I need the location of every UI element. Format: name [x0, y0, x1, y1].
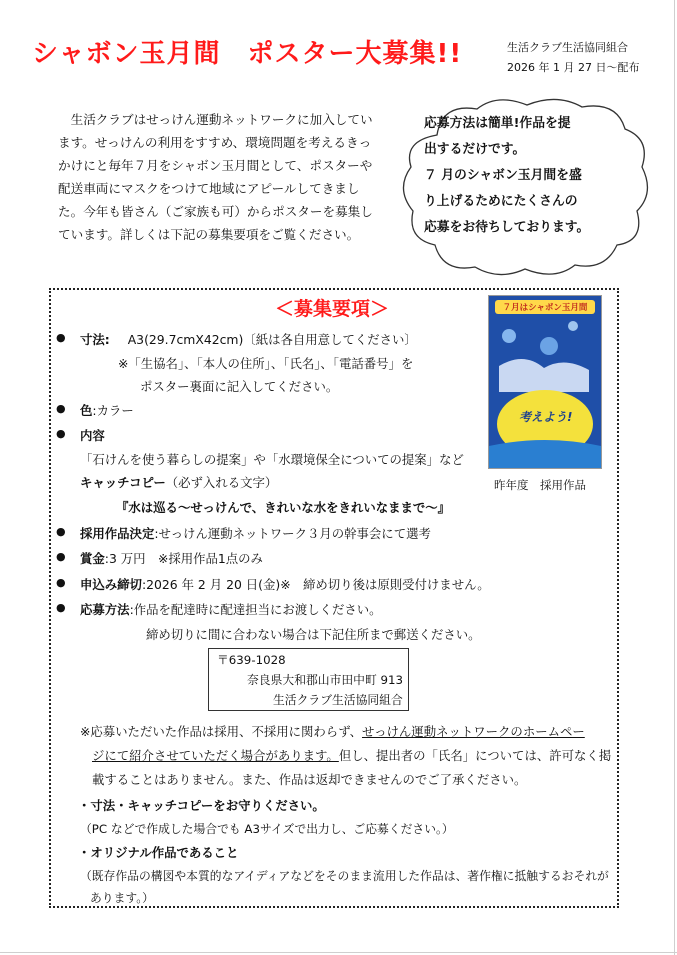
- catchcopy-note: （必ず入れる文字）: [165, 475, 278, 490]
- catchcopy-text: 『水は巡る〜せっけんで、きれいな水をきれいなままで〜』: [116, 500, 451, 515]
- page-title: シャボン玉月間 ポスター大募集!!: [32, 39, 463, 69]
- size-row: [80, 330, 417, 348]
- catchcopy-label: キャッチコピー: [80, 475, 166, 490]
- intro-paragraph: 生活クラブはせっけん運動ネットワークに加入しています。せっけんの利用をすすめ、環境問題を考えるきっかけにと毎年７月をシャボン玉月間として、ポスターや配送車両にマスクをつけて地域にアピールしてきました。今年も皆さん（ご家族も可）からポスターを募集しています。詳しくは下記の募集要項をご覧ください。: [58, 112, 373, 242]
- bullet-icon: ●: [56, 427, 66, 440]
- color-label: 色: [80, 403, 93, 418]
- guidelines-heading: ＜募集要項＞: [275, 298, 390, 320]
- page-edge-right: [674, 0, 675, 955]
- bullet-icon: ●: [56, 525, 66, 538]
- deadline-label: 申込み締切: [80, 577, 142, 592]
- notice-line: [92, 746, 611, 764]
- prize-value: :3 万円 ※採用作品1点のみ: [104, 551, 263, 566]
- postal-code: 〒639-1028: [217, 653, 286, 667]
- bullet-icon: ●: [56, 550, 66, 563]
- homepage-link-text: せっけん運動ネットワークのホームペー: [361, 724, 585, 739]
- deadline-row: [80, 575, 490, 593]
- bullet-icon: ●: [56, 402, 66, 415]
- content-label: 内容: [80, 428, 105, 443]
- poster-banner-text: ７月はシャボン玉月間: [502, 303, 588, 313]
- cloud-line: 応募方法は簡単!作品を提: [424, 116, 571, 131]
- size-note: ※「生協名」、「本人の住所」、「氏名」、「電話番号」を: [118, 356, 414, 371]
- size-note: ポスター裏面に記入してください。: [140, 379, 339, 394]
- cloud-line: 出するだけです。: [424, 142, 526, 157]
- issuer-block: [507, 38, 639, 78]
- size-label: 寸法:: [80, 332, 110, 347]
- address-line: 奈良県大和郡山市田中町 913: [247, 673, 404, 687]
- bullet-icon: ●: [56, 331, 66, 344]
- color-value: :カラー: [92, 403, 134, 418]
- issue-date: 2026 年 1 月 27 日〜配布: [507, 61, 640, 74]
- cloud-line: 応募をお待ちしております。: [424, 220, 590, 235]
- sample-poster-image: [488, 295, 602, 469]
- rule-heading: ・寸法・キャッチコピーをお守りください。: [78, 798, 325, 813]
- color-row: [80, 401, 134, 419]
- bullet-icon: ●: [56, 601, 66, 614]
- method-note: 締め切りに間に合わない場合は下記住所まで郵送ください。: [146, 627, 481, 642]
- cloud-message: [424, 111, 594, 241]
- prize-row: [80, 549, 263, 567]
- notice-text: ※応募いただいた作品は採用、不採用に関わらず、: [80, 724, 362, 739]
- poster-artwork: [489, 296, 601, 468]
- poster-headline: 考えよう!: [519, 410, 573, 424]
- method-label: 応募方法: [80, 602, 130, 617]
- method-row: [80, 600, 382, 618]
- adoption-row: [80, 524, 431, 542]
- notice-line: [80, 722, 585, 740]
- address-org: 生活クラブ生活協同組合: [273, 693, 403, 707]
- deadline-value: :2026 年 2 月 20 日(金)※ 締め切り後は原則受付けません。: [141, 577, 490, 592]
- adoption-label: 採用作品決定: [80, 526, 155, 541]
- rule-note: （PC などで作成した場合でも A3サイズで出力し、ご応募ください。）: [80, 822, 454, 836]
- adoption-value: :せっけん運動ネットワーク３月の幹事会にて選考: [154, 526, 431, 541]
- cloud-line: り上げるためにたくさんの: [424, 194, 578, 209]
- homepage-link-text: ジにて紹介させていただく場合があります。: [92, 748, 339, 763]
- rule-note: あります。）: [90, 891, 154, 905]
- content-line: 「石けんを使う暮らしの提案」や「水環境保全についての提案」など: [80, 452, 464, 467]
- rule-note: （既存作品の構図や本質的なアイディアなどをそのまま流用した作品は、著作権に抵触するおそれが: [80, 869, 609, 883]
- notice-line: 載することはありません。また、作品は返却できませんのでご了承ください。: [92, 772, 527, 787]
- mailing-address-box: [208, 648, 409, 711]
- catchcopy-row: [80, 473, 277, 491]
- poster-caption: 昨年度 採用作品: [494, 478, 586, 492]
- notice-text: 但し、提出者の「氏名」については、許可なく掲: [338, 748, 612, 763]
- cloud-line: ７ 月のシャボン玉月間を盛: [424, 168, 582, 183]
- size-value: A3(29.7cmX42cm)〔紙は各自用意してください〕: [127, 332, 417, 347]
- bullet-icon: ●: [56, 576, 66, 589]
- method-value: :作品を配達時に配達担当にお渡しください。: [129, 602, 382, 617]
- rule-heading: ・オリジナル作品であること: [78, 845, 239, 860]
- issuer-name: 生活クラブ生活協同組合: [507, 41, 628, 54]
- prize-label: 賞金: [80, 551, 105, 566]
- page-edge-bottom: [0, 952, 677, 953]
